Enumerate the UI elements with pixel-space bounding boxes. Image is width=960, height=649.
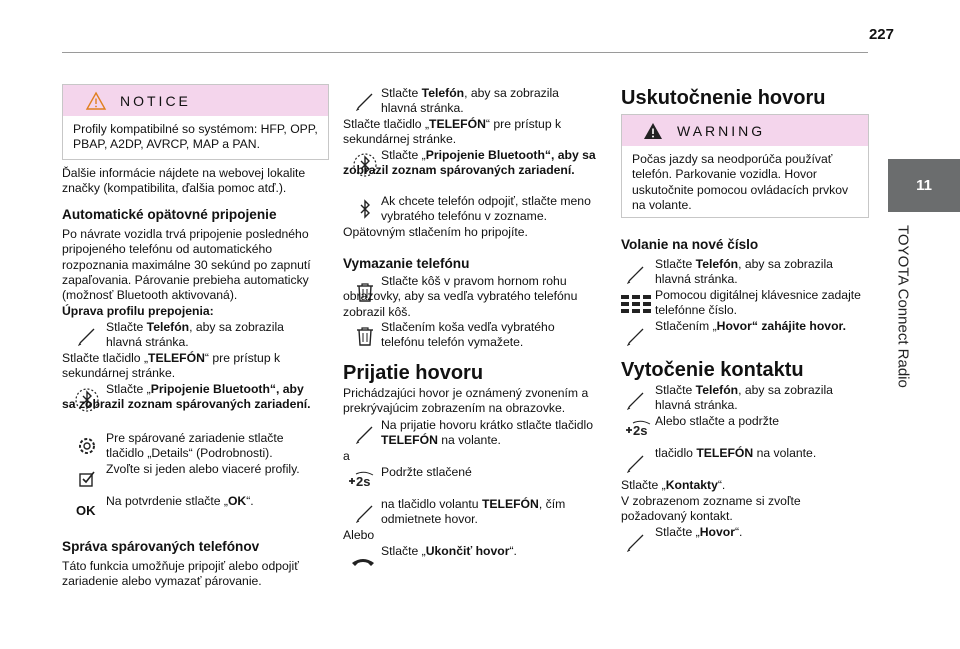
manage-phones-title: Správa spárovaných telefónov bbox=[62, 539, 260, 554]
hold-2s-icon bbox=[343, 470, 377, 492]
pen-icon bbox=[625, 388, 647, 410]
hold-2s-icon bbox=[620, 419, 654, 441]
step-text: Stlačte Telefón, aby sa zobrazila hlavná stránka. bbox=[106, 320, 284, 350]
step-text: Stlačte „Hovor“. bbox=[655, 525, 743, 539]
step-text: Opätovným stlačením ho pripojíte. bbox=[343, 225, 528, 239]
step-text: Stlačte „Pripojenie Bluetooth“, aby sa zobrazil zoznam spárovaných zariadení. bbox=[343, 148, 596, 178]
notice-box bbox=[62, 84, 329, 160]
step-text: Stlačte Telefón, aby sa zobrazila hlavná stránka. bbox=[655, 383, 833, 413]
keypad-icon bbox=[621, 295, 651, 313]
new-number-title: Volanie na nové číslo bbox=[621, 237, 759, 252]
pen-icon bbox=[625, 451, 647, 473]
manage-phones-text: Táto funkcia umožňuje pripojiť alebo odpojiť zariadenie alebo vymazať párovanie. bbox=[62, 559, 299, 589]
step-text: Na potvrdenie stlačte „OK“. bbox=[106, 494, 254, 508]
chapter-title: TOYOTA Connect Radio bbox=[894, 225, 912, 388]
svg-text:2s: 2s bbox=[633, 423, 648, 438]
warning-text: Počas jazdy sa neodporúča používať telefón. Parkovanie vozidla. Hovor uskutočnite pomocou ovládacích prvkov na volante. bbox=[632, 152, 849, 212]
ok-icon: OK bbox=[76, 503, 96, 518]
step-text: V zobrazenom zozname si zvoľte požadovaný kontakt. bbox=[621, 494, 801, 524]
gear-icon bbox=[75, 434, 99, 458]
step-text: Stlačením „Hovor“ zahájite hovor. bbox=[655, 319, 846, 333]
notice-text: Profily kompatibilné so systémom: HFP, OPP, PBAP, A2DP, AVRCP, MAP a PAN. bbox=[73, 122, 318, 152]
step-text: Stlačením koša vedľa vybratého telefónu telefón vymažete. bbox=[381, 320, 555, 350]
auto-reconnect-text: Po návrate vozidla trvá pripojenie posledného pripojeného telefónu od automatického rozpoznania maximálne 30 sekúnd po zapnutí zapaľovania. Párovanie prebieha automaticky (možnosť Bluetooth aktivovaná). bbox=[62, 227, 311, 303]
pen-icon bbox=[76, 324, 98, 346]
hang-up-icon bbox=[349, 553, 377, 569]
step-text: Stlačte „Ukončiť hovor“. bbox=[381, 544, 517, 558]
trash-icon bbox=[354, 325, 376, 347]
connector-text: a bbox=[343, 449, 350, 463]
pen-icon bbox=[625, 530, 647, 552]
step-text: tlačidlo TELEFÓN na volante. bbox=[655, 446, 817, 460]
step-text: Stlačte tlačidlo „TELEFÓN“ pre prístup k sekundárnej stránke. bbox=[343, 117, 562, 147]
bluetooth-icon bbox=[354, 198, 376, 220]
chapter-tab: 11 bbox=[888, 159, 960, 212]
svg-text:2s: 2s bbox=[356, 474, 371, 489]
receive-call-text: Prichádzajúci hovor je oznámený zvonením a prekrývajúcim zobrazením na obrazovke. bbox=[343, 386, 589, 416]
step-text: na tlačidlo volantu TELEFÓN, čím odmietnete hovor. bbox=[381, 497, 566, 527]
warning-triangle-icon bbox=[85, 91, 107, 111]
edit-profile-title: Úprava profilu prepojenia: bbox=[62, 304, 214, 318]
receive-call-title: Prijatie hovoru bbox=[343, 362, 484, 384]
step-text: Ak chcete telefón odpojiť, stlačte meno vybratého telefónu v zozname. bbox=[381, 194, 591, 224]
step-text: Pre spárované zariadenie stlačte tlačidlo „Details“ (Podrobnosti). bbox=[106, 431, 284, 461]
auto-reconnect-title: Automatické opätovné pripojenie bbox=[62, 207, 277, 222]
pen-icon bbox=[625, 262, 647, 284]
step-text: Stlačte Telefón, aby sa zobrazila hlavná stránka. bbox=[381, 86, 559, 116]
step-text: Pomocou digitálnej klávesnice zadajte telefónne číslo. bbox=[655, 288, 861, 318]
step-text: Stlačte „Pripojenie Bluetooth“, aby sa zobrazil zoznam spárovaných zariadení. bbox=[62, 382, 311, 412]
header-rule bbox=[62, 52, 868, 53]
info-text: Ďalšie informácie nájdete na webovej lokalite značky (kompatibilita, ďalšia pomoc atď.). bbox=[62, 166, 306, 196]
step-text: Stlačte tlačidlo „TELEFÓN“ pre prístup k sekundárnej stránke. bbox=[62, 351, 281, 381]
pen-icon bbox=[354, 422, 376, 444]
step-text: Zvoľte si jeden alebo viaceré profily. bbox=[106, 462, 300, 476]
warning-triangle-icon bbox=[642, 121, 664, 141]
warning-box bbox=[621, 114, 869, 218]
step-text: Stlačte kôš v pravom hornom rohu obrazovky, aby sa vedľa vybratého telefónu zobrazil kôš. bbox=[343, 274, 578, 319]
notice-label: NOTICE bbox=[120, 92, 191, 109]
step-text: Stlačte Telefón, aby sa zobrazila hlavná stránka. bbox=[655, 257, 833, 287]
pen-icon bbox=[354, 501, 376, 523]
checkbox-icon bbox=[78, 470, 96, 488]
pen-icon bbox=[354, 89, 376, 111]
warning-label: WARNING bbox=[677, 122, 766, 139]
step-text: Stlačte „Kontakty“. bbox=[621, 478, 726, 492]
make-call-title: Uskutočnenie hovoru bbox=[621, 87, 826, 109]
step-text: Na prijatie hovoru krátko stlačte tlačidlo TELEFÓN na volante. bbox=[381, 418, 594, 448]
delete-phone-title: Vymazanie telefónu bbox=[343, 256, 470, 271]
connector-text: Alebo bbox=[343, 528, 375, 542]
step-text: Podržte stlačené bbox=[381, 465, 472, 479]
dial-contact-title: Vytočenie kontaktu bbox=[621, 359, 804, 381]
step-text: Alebo stlačte a podržte bbox=[655, 414, 779, 428]
page-number: 227 bbox=[868, 26, 894, 43]
pen-icon bbox=[625, 324, 647, 346]
